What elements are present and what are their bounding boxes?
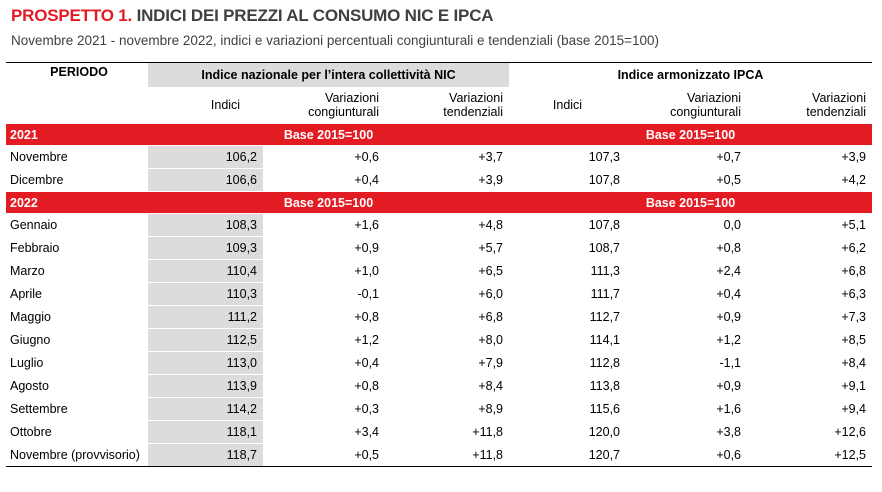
nic-index-cell: 118,7 — [148, 444, 263, 467]
period-cell: Maggio — [6, 306, 148, 329]
period-cell: Marzo — [6, 260, 148, 283]
table-row — [6, 329, 872, 352]
nic-cong-cell: +0,3 — [263, 398, 385, 421]
ipca-cong-line2: congiunturali — [670, 105, 741, 119]
year-label: 2022 — [6, 192, 148, 214]
ipca-index-cell: 115,6 — [509, 398, 626, 421]
ipca-index-cell: 113,8 — [509, 375, 626, 398]
year-band-2022 — [6, 192, 872, 214]
cpi-table — [6, 62, 872, 467]
ipca-base-label: Base 2015=100 — [509, 192, 872, 214]
nic-tend-cell: +3,9 — [385, 169, 509, 192]
period-cell: Gennaio — [6, 214, 148, 237]
ipca-cong-cell: +0,6 — [626, 444, 747, 467]
table-row — [6, 283, 872, 306]
nic-tend-cell: +4,8 — [385, 214, 509, 237]
ipca-tend-cell: +7,3 — [747, 306, 872, 329]
period-cell: Luglio — [6, 352, 148, 375]
nic-cong-cell: +3,4 — [263, 421, 385, 444]
ipca-cong-cell: +3,8 — [626, 421, 747, 444]
ipca-tend-cell: +8,4 — [747, 352, 872, 375]
table-row — [6, 306, 872, 329]
ipca-cong-cell: 0,0 — [626, 214, 747, 237]
ipca-tend-cell: +3,9 — [747, 146, 872, 169]
ipca-index-cell: 107,3 — [509, 146, 626, 169]
nic-base-label: Base 2015=100 — [148, 124, 509, 146]
nic-cong-cell: +0,8 — [263, 375, 385, 398]
table-row — [6, 146, 872, 169]
nic-tend-cell: +6,0 — [385, 283, 509, 306]
ipca-tend-cell: +6,2 — [747, 237, 872, 260]
table-subtitle: Novembre 2021 - novembre 2022, indici e variazioni percentuali congiunturali e tendenziali (base 2015=100) — [11, 33, 660, 48]
nic-tend-cell: +11,8 — [385, 421, 509, 444]
nic-index-cell: 113,9 — [148, 375, 263, 398]
period-cell: Aprile — [6, 283, 148, 306]
nic-cong-cell: +0,6 — [263, 146, 385, 169]
nic-cong-cell: -0,1 — [263, 283, 385, 306]
ipca-tend-cell: +8,5 — [747, 329, 872, 352]
ipca-tend-cell: +6,3 — [747, 283, 872, 306]
table-row — [6, 237, 872, 260]
ipca-tend-cell: +12,6 — [747, 421, 872, 444]
nic-cong-cell: +0,5 — [263, 444, 385, 467]
period-cell: Febbraio — [6, 237, 148, 260]
table-title — [11, 6, 493, 26]
nic-base-label: Base 2015=100 — [148, 192, 509, 214]
nic-index-cell: 106,2 — [148, 146, 263, 169]
ipca-cong-cell: +0,9 — [626, 375, 747, 398]
nic-cong-cell: +1,6 — [263, 214, 385, 237]
ipca-cong-cell: +1,6 — [626, 398, 747, 421]
table-row — [6, 444, 872, 467]
title-prefix: PROSPETTO 1. — [11, 6, 133, 25]
ipca-cong-cell: +0,8 — [626, 237, 747, 260]
table-row — [6, 169, 872, 192]
table-row — [6, 398, 872, 421]
nic-tend-cell: +8,4 — [385, 375, 509, 398]
nic-cong-cell: +0,9 — [263, 237, 385, 260]
nic-tend-cell: +6,5 — [385, 260, 509, 283]
table-row — [6, 260, 872, 283]
table-row — [6, 214, 872, 237]
nic-cong-cell: +0,4 — [263, 352, 385, 375]
table-row — [6, 352, 872, 375]
nic-tend-cell: +3,7 — [385, 146, 509, 169]
nic-index-cell: 108,3 — [148, 214, 263, 237]
ipca-tend-cell: +5,1 — [747, 214, 872, 237]
nic-index-cell: 109,3 — [148, 237, 263, 260]
ipca-cong-cell: +0,9 — [626, 306, 747, 329]
nic-index-cell: 114,2 — [148, 398, 263, 421]
ipca-cong-cell: +1,2 — [626, 329, 747, 352]
ipca-tend-cell: +12,5 — [747, 444, 872, 467]
nic-tend-line1: Variazioni — [449, 91, 503, 105]
ipca-index-cell: 112,8 — [509, 352, 626, 375]
ipca-tend-cell: +9,1 — [747, 375, 872, 398]
ipca-cong-cell: -1,1 — [626, 352, 747, 375]
ipca-index-cell: 108,7 — [509, 237, 626, 260]
period-cell: Settembre — [6, 398, 148, 421]
table-row — [6, 375, 872, 398]
periodo-header: PERIODO — [50, 65, 108, 79]
year-band-2021 — [6, 124, 872, 146]
period-cell: Novembre — [6, 146, 148, 169]
ipca-tend-header — [747, 87, 872, 124]
ipca-cong-cell: +0,5 — [626, 169, 747, 192]
nic-index-cell: 110,3 — [148, 283, 263, 306]
ipca-tend-cell: +6,8 — [747, 260, 872, 283]
nic-tend-cell: +8,0 — [385, 329, 509, 352]
ipca-cong-header — [626, 87, 747, 124]
nic-index-cell: 106,6 — [148, 169, 263, 192]
nic-tend-cell: +7,9 — [385, 352, 509, 375]
nic-cong-cell: +0,4 — [263, 169, 385, 192]
nic-tend-cell: +6,8 — [385, 306, 509, 329]
nic-tend-cell: +8,9 — [385, 398, 509, 421]
nic-group-header: Indice nazionale per l’intera collettività NIC — [148, 63, 509, 87]
ipca-index-cell: 107,8 — [509, 214, 626, 237]
nic-tend-line2: tendenziali — [443, 105, 503, 119]
period-cell: Agosto — [6, 375, 148, 398]
period-cell: Ottobre — [6, 421, 148, 444]
nic-tend-cell: +11,8 — [385, 444, 509, 467]
group-header-row — [6, 63, 872, 87]
nic-index-cell: 113,0 — [148, 352, 263, 375]
period-cell: Giugno — [6, 329, 148, 352]
ipca-index-cell: 112,7 — [509, 306, 626, 329]
ipca-indici-header: Indici — [552, 98, 583, 112]
ipca-tend-line1: Variazioni — [812, 91, 866, 105]
ipca-base-label: Base 2015=100 — [509, 124, 872, 146]
ipca-index-cell: 107,8 — [509, 169, 626, 192]
ipca-tend-cell: +4,2 — [747, 169, 872, 192]
nic-cong-cell: +0,8 — [263, 306, 385, 329]
ipca-cong-cell: +0,4 — [626, 283, 747, 306]
nic-index-cell: 111,2 — [148, 306, 263, 329]
year-label: 2021 — [6, 124, 148, 146]
ipca-cong-cell: +0,7 — [626, 146, 747, 169]
table-row — [6, 421, 872, 444]
ipca-index-cell: 120,0 — [509, 421, 626, 444]
nic-indici-header: Indici — [210, 98, 241, 112]
nic-index-cell: 118,1 — [148, 421, 263, 444]
nic-cong-cell: +1,0 — [263, 260, 385, 283]
ipca-index-cell: 120,7 — [509, 444, 626, 467]
nic-tend-cell: +5,7 — [385, 237, 509, 260]
ipca-index-cell: 111,7 — [509, 283, 626, 306]
title-text: INDICI DEI PREZZI AL CONSUMO NIC E IPCA — [132, 6, 494, 25]
ipca-cong-line1: Variazioni — [687, 91, 741, 105]
ipca-cong-cell: +2,4 — [626, 260, 747, 283]
ipca-tend-cell: +9,4 — [747, 398, 872, 421]
nic-index-cell: 110,4 — [148, 260, 263, 283]
ipca-index-cell: 111,3 — [509, 260, 626, 283]
nic-cong-line2: congiunturali — [308, 105, 379, 119]
nic-tend-header — [385, 87, 509, 124]
ipca-index-cell: 114,1 — [509, 329, 626, 352]
ipca-tend-line2: tendenziali — [806, 105, 866, 119]
nic-cong-cell: +1,2 — [263, 329, 385, 352]
nic-index-cell: 112,5 — [148, 329, 263, 352]
nic-cong-line1: Variazioni — [325, 91, 379, 105]
ipca-group-header: Indice armonizzato IPCA — [617, 68, 764, 82]
period-cell: Dicembre — [6, 169, 148, 192]
nic-cong-header — [263, 87, 385, 124]
period-cell: Novembre (provvisorio) — [6, 444, 148, 467]
